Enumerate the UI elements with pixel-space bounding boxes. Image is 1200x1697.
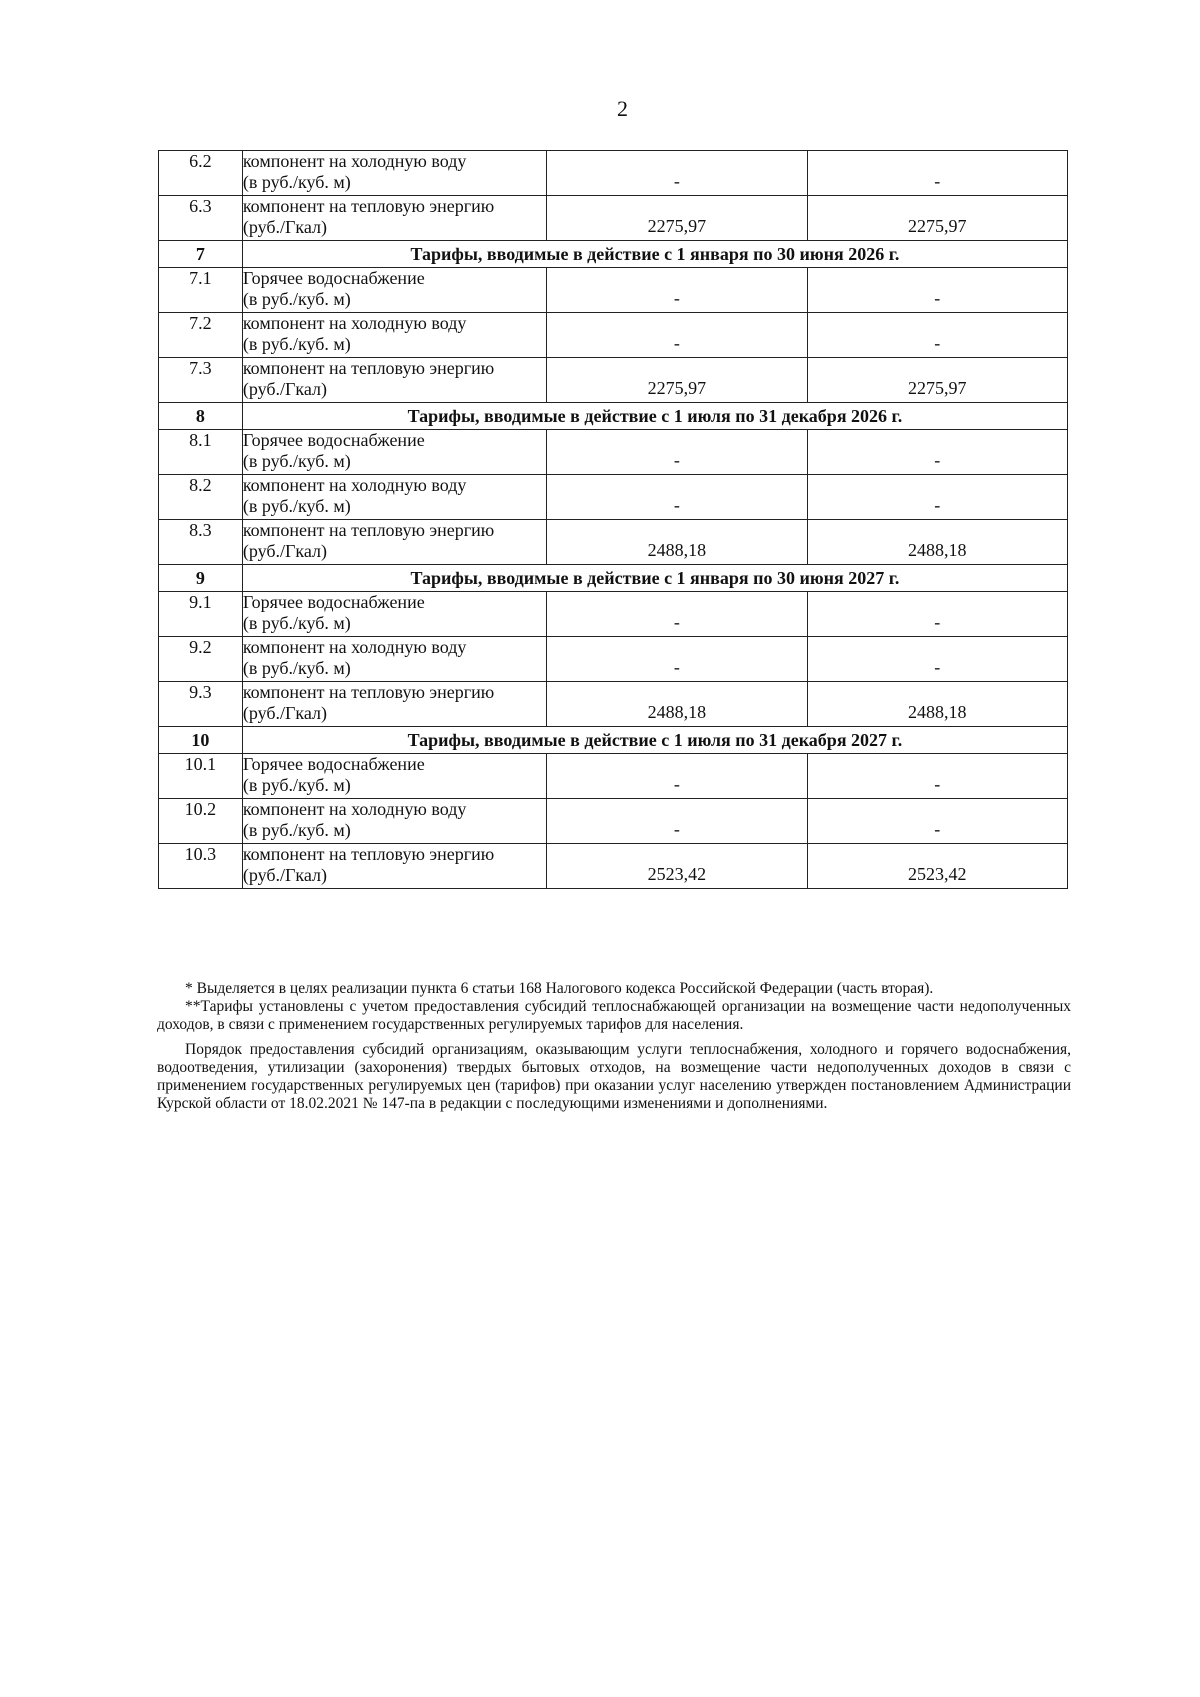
table-row [159, 268, 1068, 313]
tariff-unit: (в руб./куб. м) [242, 775, 351, 795]
tariff-name: компонент на тепловую энергию [242, 520, 495, 540]
row-number: 10.1 [159, 754, 243, 799]
tariff-value-col2 [807, 844, 1067, 889]
tariff-value-col1 [547, 682, 807, 727]
tariff-value-col1 [547, 520, 807, 565]
notes-block [157, 980, 1071, 1113]
tariff-value: - [934, 494, 941, 515]
tariff-value-col2 [807, 799, 1067, 844]
tariff-value: - [673, 287, 680, 308]
tariff-value-col1 [547, 637, 807, 682]
tariff-value: - [673, 818, 680, 839]
tariff-value-col1 [547, 358, 807, 403]
section-row [159, 241, 1068, 268]
tariff-description [242, 682, 546, 727]
table-row [159, 151, 1068, 196]
row-number: 8 [159, 403, 243, 430]
tariff-name: компонент на холодную воду [242, 637, 467, 657]
tariff-value: 2488,18 [908, 539, 967, 560]
row-number: 9 [159, 565, 243, 592]
tariff-value: - [673, 449, 680, 470]
table-row [159, 799, 1068, 844]
tariff-value: - [934, 287, 941, 308]
tariff-value-col1 [547, 799, 807, 844]
tariff-value: 2488,18 [647, 701, 707, 722]
tariff-value-col2 [807, 196, 1067, 241]
tariff-value-col2 [807, 520, 1067, 565]
tariff-value-col1 [547, 196, 807, 241]
tariff-name: Горячее водоснабжение [242, 592, 425, 612]
tariff-table [158, 150, 1068, 889]
page-number: 2 [617, 96, 628, 121]
row-number: 8.2 [159, 475, 243, 520]
tariff-value: - [673, 332, 680, 353]
tariff-value-col1 [547, 592, 807, 637]
table-row [159, 358, 1068, 403]
row-number: 10.2 [159, 799, 243, 844]
tariff-value: - [934, 656, 941, 677]
section-title: Тарифы, вводимые в действие с 1 января по 30 июня 2026 г. [242, 241, 1067, 268]
table-row [159, 637, 1068, 682]
tariff-description [242, 754, 546, 799]
tariff-value-col2 [807, 268, 1067, 313]
tariff-description [242, 196, 546, 241]
tariff-value: 2488,18 [647, 539, 707, 560]
tariff-value-col2 [807, 313, 1067, 358]
tariff-value: 2275,97 [647, 377, 707, 398]
tariff-unit: (руб./Гкал) [242, 379, 328, 399]
section-row [159, 727, 1068, 754]
tariff-description [242, 475, 546, 520]
tariff-unit: (руб./Гкал) [242, 541, 328, 561]
tariff-value-col2 [807, 682, 1067, 727]
row-number: 9.3 [159, 682, 243, 727]
tariff-description [242, 268, 546, 313]
tariff-name: компонент на тепловую энергию [242, 682, 495, 702]
footnote-vat: * Выделяется в целях реализации пункта 6 статьи 168 Налогового кодекса Российской Федерации (часть вторая). [185, 980, 934, 997]
tariff-value: - [934, 170, 941, 191]
section-title: Тарифы, вводимые в действие с 1 июля по 31 декабря 2027 г. [242, 727, 1067, 754]
tariff-value: 2488,18 [908, 701, 967, 722]
tariff-value-col2 [807, 592, 1067, 637]
tariff-description [242, 430, 546, 475]
tariff-value: - [934, 449, 941, 470]
tariff-value: - [673, 170, 680, 191]
tariff-value: - [673, 656, 680, 677]
row-number: 9.1 [159, 592, 243, 637]
tariff-unit: (в руб./куб. м) [242, 658, 351, 678]
tariff-unit: (в руб./куб. м) [242, 496, 351, 516]
tariff-value-col2 [807, 754, 1067, 799]
table-row [159, 313, 1068, 358]
table-row [159, 196, 1068, 241]
table-row [159, 520, 1068, 565]
tariff-value: - [934, 818, 941, 839]
tariff-name: компонент на тепловую энергию [242, 844, 495, 864]
tariff-value: 2523,42 [647, 863, 707, 884]
tariff-value: 2275,97 [908, 215, 967, 236]
tariff-value: - [673, 611, 680, 632]
tariff-name: Горячее водоснабжение [242, 268, 425, 288]
row-number: 7.3 [159, 358, 243, 403]
tariff-description [242, 151, 546, 196]
tariff-name: компонент на холодную воду [242, 799, 467, 819]
tariff-value: - [934, 332, 941, 353]
row-number: 10.3 [159, 844, 243, 889]
tariff-name: компонент на тепловую энергию [242, 196, 495, 216]
row-number: 10 [159, 727, 243, 754]
tariff-unit: (руб./Гкал) [242, 217, 328, 237]
table-row [159, 844, 1068, 889]
tariff-value-col2 [807, 151, 1067, 196]
tariff-unit: (в руб./куб. м) [242, 451, 351, 471]
tariff-name: Горячее водоснабжение [242, 754, 425, 774]
tariff-value-col1 [547, 754, 807, 799]
tariff-value: - [934, 773, 941, 794]
row-number: 8.1 [159, 430, 243, 475]
tariff-value: 2523,42 [908, 863, 967, 884]
tariff-value-col1 [547, 151, 807, 196]
tariff-unit: (руб./Гкал) [242, 865, 328, 885]
subsidy-procedure-paragraph: Порядок предоставления субсидий организациям, оказывающим услуги теплоснабжения, холодного и горячего водоснабжения, водоотведения, утилизации (захоронения) твердых бытовых отходов, на возмещение части недополученных доходов в связи с применением государственных регулируемых цен (тарифов) при оказании услуг населению утвержден постановлением Администрации Курской области от 18.02.2021 № 147-па в редакции с последующими изменениями и дополнениями. [157, 1041, 1071, 1112]
tariff-value: 2275,97 [647, 215, 707, 236]
tariff-value: - [673, 494, 680, 515]
tariff-name: компонент на холодную воду [242, 151, 467, 171]
tariff-unit: (в руб./куб. м) [242, 334, 351, 354]
tariff-description [242, 592, 546, 637]
section-title: Тарифы, вводимые в действие с 1 января по 30 июня 2027 г. [242, 565, 1067, 592]
row-number: 8.3 [159, 520, 243, 565]
tariff-value-col1 [547, 268, 807, 313]
tariff-value-col2 [807, 430, 1067, 475]
tariff-description [242, 799, 546, 844]
section-row [159, 565, 1068, 592]
tariff-unit: (в руб./куб. м) [242, 172, 351, 192]
tariff-name: Горячее водоснабжение [242, 430, 425, 450]
tariff-value-col2 [807, 475, 1067, 520]
tariff-description [242, 637, 546, 682]
footnote-subsidy: **Тарифы установлены с учетом предоставления субсидий теплоснабжающей организации на возмещение части недополученных доходов, в связи с применением государственных регулируемых тарифов для населения. [157, 998, 1071, 1033]
table-row [159, 754, 1068, 799]
row-number: 9.2 [159, 637, 243, 682]
tariff-name: компонент на холодную воду [242, 313, 467, 333]
tariff-value: - [673, 773, 680, 794]
row-number: 6.3 [159, 196, 243, 241]
table-row [159, 592, 1068, 637]
tariff-value-col1 [547, 475, 807, 520]
tariff-value: 2275,97 [908, 377, 967, 398]
tariff-value-col1 [547, 313, 807, 358]
tariff-value: - [934, 611, 941, 632]
tariff-description [242, 358, 546, 403]
row-number: 7.2 [159, 313, 243, 358]
tariff-unit: (в руб./куб. м) [242, 820, 351, 840]
section-row [159, 403, 1068, 430]
tariff-name: компонент на тепловую энергию [242, 358, 495, 378]
tariff-value-col1 [547, 430, 807, 475]
tariff-value-col2 [807, 637, 1067, 682]
table-row [159, 682, 1068, 727]
tariff-unit: (в руб./куб. м) [242, 289, 351, 309]
tariff-description [242, 844, 546, 889]
row-number: 7.1 [159, 268, 243, 313]
row-number: 6.2 [159, 151, 243, 196]
section-title: Тарифы, вводимые в действие с 1 июля по 31 декабря 2026 г. [242, 403, 1067, 430]
tariff-unit: (в руб./куб. м) [242, 613, 351, 633]
table-row [159, 430, 1068, 475]
tariff-description [242, 520, 546, 565]
tariff-value-col2 [807, 358, 1067, 403]
table-row [159, 475, 1068, 520]
tariff-name: компонент на холодную воду [242, 475, 467, 495]
tariff-value-col1 [547, 844, 807, 889]
tariff-unit: (руб./Гкал) [242, 703, 328, 723]
tariff-table-body [159, 151, 1068, 889]
row-number: 7 [159, 241, 243, 268]
tariff-description [242, 313, 546, 358]
